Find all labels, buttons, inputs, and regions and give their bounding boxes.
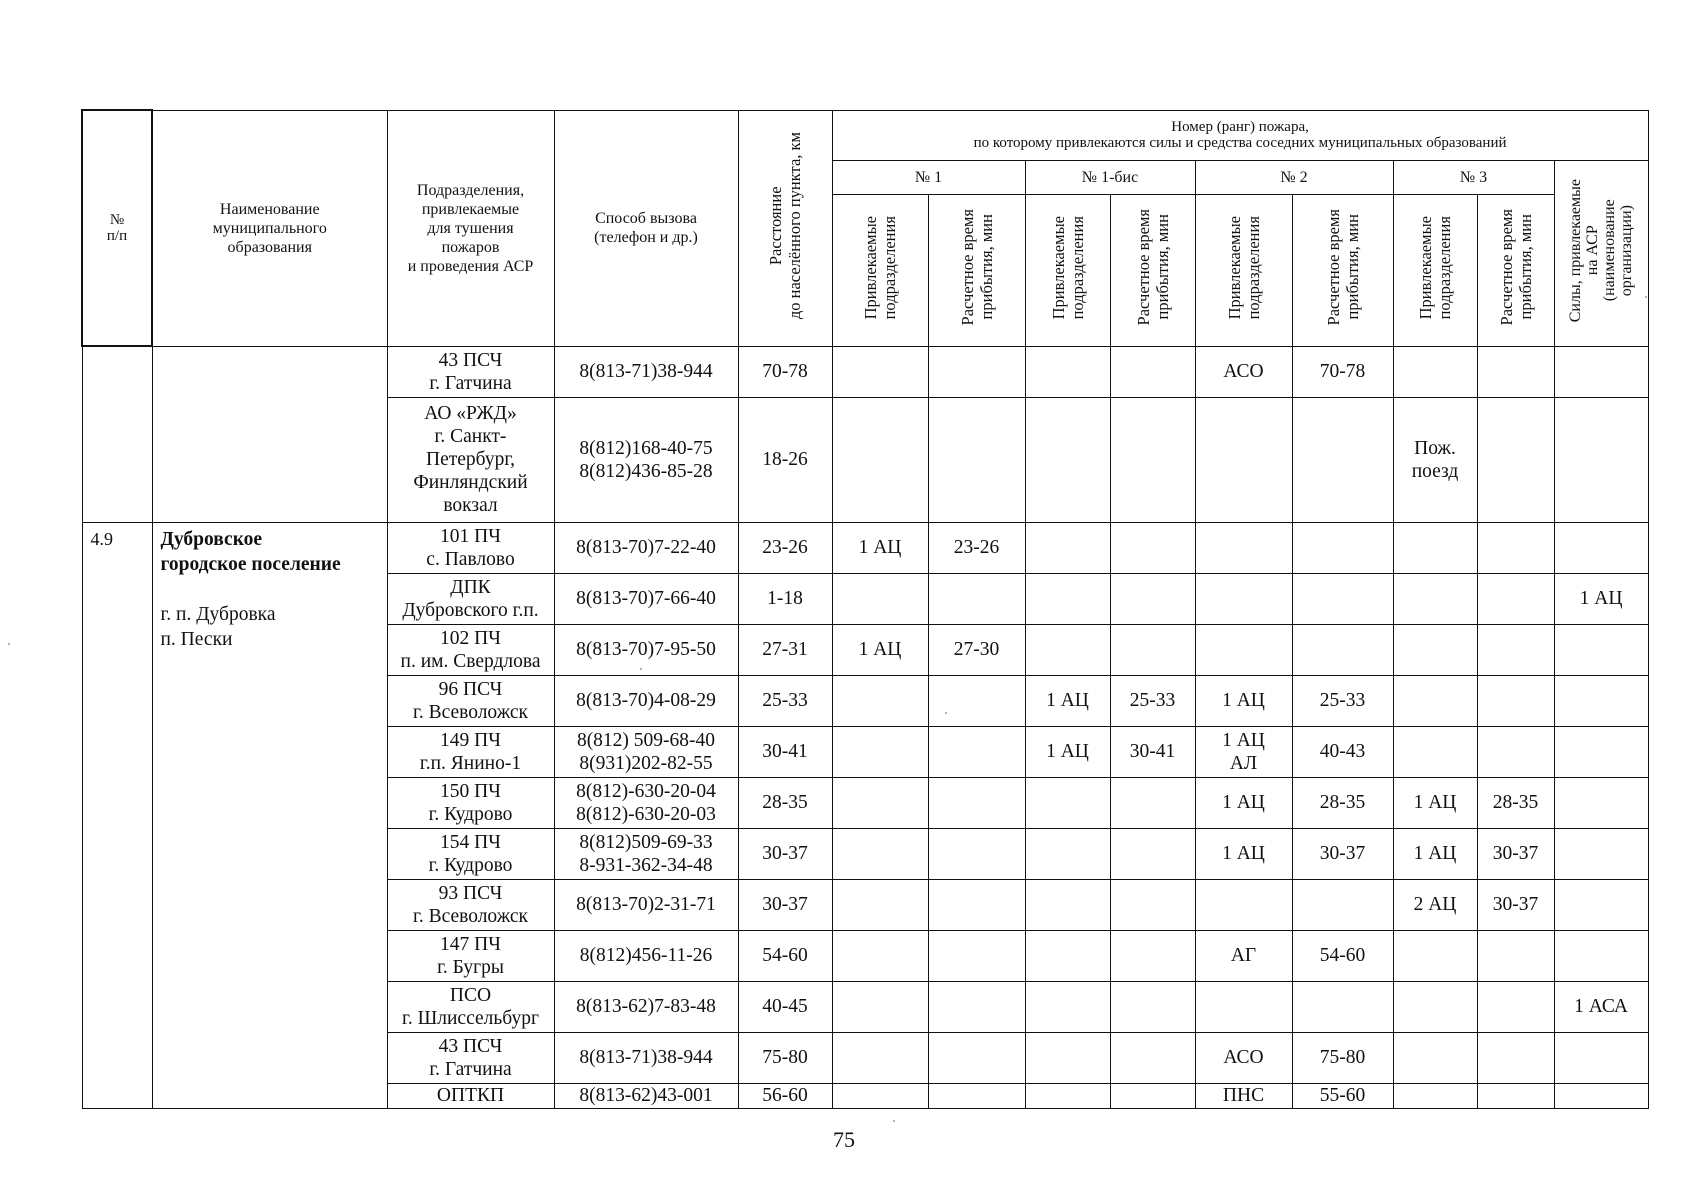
- r3-units-cell: [1393, 522, 1477, 573]
- r2-units-cell: АГ: [1195, 930, 1292, 981]
- distance-cell: 23-26: [738, 522, 832, 573]
- r2-units-cell: АСО: [1195, 346, 1292, 397]
- r2-time-cell: 75-80: [1292, 1032, 1393, 1083]
- unit-cell: ОПТКП: [387, 1083, 554, 1108]
- header-distance: Расстояние до населённого пункта, км: [738, 110, 832, 346]
- r1-time-cell: 27-30: [928, 624, 1025, 675]
- header-municipality: Наименование муниципального образования: [152, 110, 387, 346]
- r1bis-time-cell: [1110, 346, 1195, 397]
- header-r2-units: Привлекаемые подразделения: [1195, 194, 1292, 346]
- r1bis-time-cell: [1110, 777, 1195, 828]
- r2-units-cell: 1 АЦ: [1195, 828, 1292, 879]
- distance-cell: 30-37: [738, 879, 832, 930]
- header-r3-time: Расчетное время прибытия, мин: [1477, 194, 1554, 346]
- unit-cell: 93 ПСЧ г. Всеволожск: [387, 879, 554, 930]
- r3-units-cell: 1 АЦ: [1393, 777, 1477, 828]
- unit-cell: 43 ПСЧ г. Гатчина: [387, 1032, 554, 1083]
- r3-units-cell: [1393, 624, 1477, 675]
- phone-cell: 8(812) 509-68-40 8(931)202-82-55: [554, 726, 738, 777]
- r3-time-cell: [1477, 675, 1554, 726]
- r2-time-cell: [1292, 879, 1393, 930]
- r1-time-cell: [928, 346, 1025, 397]
- r1bis-units-cell: [1025, 1083, 1110, 1108]
- header-r1-time: Расчетное время прибытия, мин: [928, 194, 1025, 346]
- fire-response-table: [81, 109, 1649, 1109]
- header-number: № п/п: [82, 110, 152, 346]
- distance-cell: 25-33: [738, 675, 832, 726]
- asr-cell: [1554, 1083, 1648, 1108]
- r1-time-cell: [928, 675, 1025, 726]
- r2-units-cell: [1195, 981, 1292, 1032]
- r1-units-cell: [832, 397, 928, 522]
- asr-cell: [1554, 879, 1648, 930]
- r3-units-cell: 1 АЦ: [1393, 828, 1477, 879]
- r1bis-units-cell: 1 АЦ: [1025, 726, 1110, 777]
- phone-cell: 8(812)-630-20-04 8(812)-630-20-03: [554, 777, 738, 828]
- r3-time-cell: 30-37: [1477, 828, 1554, 879]
- r2-units-cell: ПНС: [1195, 1083, 1292, 1108]
- r2-time-cell: 55-60: [1292, 1083, 1393, 1108]
- r3-time-cell: [1477, 726, 1554, 777]
- phone-cell: 8(813-70)4-08-29: [554, 675, 738, 726]
- r3-units-cell: [1393, 675, 1477, 726]
- r1-units-cell: [832, 726, 928, 777]
- r1bis-time-cell: 25-33: [1110, 675, 1195, 726]
- r2-time-cell: [1292, 522, 1393, 573]
- r1-time-cell: [928, 930, 1025, 981]
- distance-cell: 56-60: [738, 1083, 832, 1108]
- unit-cell: 150 ПЧ г. Кудрово: [387, 777, 554, 828]
- r1bis-units-cell: [1025, 522, 1110, 573]
- header-r1-units: Привлекаемые подразделения: [832, 194, 928, 346]
- unit-cell: 154 ПЧ г. Кудрово: [387, 828, 554, 879]
- phone-cell: 8(813-70)7-95-50: [554, 624, 738, 675]
- phone-cell: 8(813-62)43-001: [554, 1083, 738, 1108]
- r2-time-cell: [1292, 624, 1393, 675]
- r1bis-units-cell: [1025, 930, 1110, 981]
- header-fire-rank: Номер (ранг) пожара, по которому привлекаются силы и средства соседних муниципальных образований: [832, 110, 1648, 160]
- r1-time-cell: [928, 1083, 1025, 1108]
- r3-time-cell: [1477, 981, 1554, 1032]
- header-r2-time: Расчетное время прибытия, мин: [1292, 194, 1393, 346]
- r1-units-cell: [832, 1032, 928, 1083]
- r1-time-cell: [928, 1032, 1025, 1083]
- r1bis-time-cell: 30-41: [1110, 726, 1195, 777]
- r3-time-cell: [1477, 573, 1554, 624]
- phone-cell: 8(813-70)7-66-40: [554, 573, 738, 624]
- r1bis-units-cell: [1025, 346, 1110, 397]
- asr-cell: [1554, 397, 1648, 522]
- r3-units-cell: [1393, 1083, 1477, 1108]
- r2-time-cell: 25-33: [1292, 675, 1393, 726]
- phone-cell: 8(813-71)38-944: [554, 1032, 738, 1083]
- r3-units-cell: [1393, 346, 1477, 397]
- r3-units-cell: [1393, 981, 1477, 1032]
- distance-cell: 30-37: [738, 828, 832, 879]
- distance-cell: 18-26: [738, 397, 832, 522]
- header-units: Подразделения, привлекаемые для тушения пожаров и проведения АСР: [387, 110, 554, 346]
- r1bis-time-cell: [1110, 1032, 1195, 1083]
- r2-time-cell: [1292, 981, 1393, 1032]
- r3-units-cell: [1393, 726, 1477, 777]
- r1bis-time-cell: [1110, 879, 1195, 930]
- r1bis-time-cell: [1110, 981, 1195, 1032]
- section-name: Дубровское городское поселение: [160, 528, 341, 575]
- r1bis-time-cell: [1110, 1083, 1195, 1108]
- header-r1bis-time: Расчетное время прибытия, мин: [1110, 194, 1195, 346]
- r1-units-cell: [832, 346, 928, 397]
- asr-cell: [1554, 828, 1648, 879]
- r1bis-units-cell: [1025, 828, 1110, 879]
- phone-cell: 8(812)509-69-33 8-931-362-34-48: [554, 828, 738, 879]
- phone-cell: 8(813-70)7-22-40: [554, 522, 738, 573]
- r1-units-cell: [832, 981, 928, 1032]
- distance-cell: 40-45: [738, 981, 832, 1032]
- r3-time-cell: [1477, 624, 1554, 675]
- r2-units-cell: 1 АЦ АЛ: [1195, 726, 1292, 777]
- unit-cell: 149 ПЧ г.п. Янино-1: [387, 726, 554, 777]
- r1-units-cell: [832, 879, 928, 930]
- asr-cell: [1554, 930, 1648, 981]
- unit-cell: 43 ПСЧ г. Гатчина: [387, 346, 554, 397]
- unit-cell: ДПК Дубровского г.п.: [387, 573, 554, 624]
- section-localities: г. п. Дубровка п. Пески: [160, 603, 276, 650]
- r2-units-cell: [1195, 573, 1292, 624]
- r1-time-cell: [928, 777, 1025, 828]
- unit-cell: 101 ПЧ с. Павлово: [387, 522, 554, 573]
- r1bis-time-cell: [1110, 397, 1195, 522]
- distance-cell: 28-35: [738, 777, 832, 828]
- r3-time-cell: [1477, 522, 1554, 573]
- phone-cell: 8(813-71)38-944: [554, 346, 738, 397]
- distance-cell: 1-18: [738, 573, 832, 624]
- r3-time-cell: [1477, 346, 1554, 397]
- r1-units-cell: [832, 573, 928, 624]
- distance-cell: 27-31: [738, 624, 832, 675]
- unit-cell: АО «РЖД» г. Санкт- Петербург, Финляндский вокзал: [387, 397, 554, 522]
- r3-units-cell: 2 АЦ: [1393, 879, 1477, 930]
- r2-time-cell: 40-43: [1292, 726, 1393, 777]
- unit-cell: 102 ПЧ п. им. Свердлова: [387, 624, 554, 675]
- header-rank-2: № 2: [1195, 160, 1393, 194]
- distance-cell: 30-41: [738, 726, 832, 777]
- r2-units-cell: [1195, 879, 1292, 930]
- r1bis-time-cell: [1110, 624, 1195, 675]
- r3-units-cell: [1393, 930, 1477, 981]
- r2-units-cell: АСО: [1195, 1032, 1292, 1083]
- header-r3-units: Привлекаемые подразделения: [1393, 194, 1477, 346]
- distance-cell: 70-78: [738, 346, 832, 397]
- scan-speck: [1645, 296, 1647, 298]
- asr-cell: 1 АЦ: [1554, 573, 1648, 624]
- r1bis-units-cell: [1025, 624, 1110, 675]
- r1-units-cell: 1 АЦ: [832, 624, 928, 675]
- scan-speck: [945, 712, 947, 714]
- scan-speck: [8, 643, 10, 645]
- r1bis-units-cell: [1025, 981, 1110, 1032]
- r1-time-cell: [928, 828, 1025, 879]
- asr-cell: [1554, 624, 1648, 675]
- header-r1bis-units: Привлекаемые подразделения: [1025, 194, 1110, 346]
- r2-time-cell: [1292, 573, 1393, 624]
- section-number: 4.9: [82, 522, 152, 1108]
- r1-units-cell: [832, 828, 928, 879]
- r2-units-cell: 1 АЦ: [1195, 675, 1292, 726]
- r1-time-cell: [928, 879, 1025, 930]
- scan-speck: [893, 1120, 895, 1122]
- r3-time-cell: [1477, 930, 1554, 981]
- asr-cell: [1554, 726, 1648, 777]
- asr-cell: [1554, 675, 1648, 726]
- r1bis-time-cell: [1110, 522, 1195, 573]
- r1-units-cell: 1 АЦ: [832, 522, 928, 573]
- r1-time-cell: [928, 726, 1025, 777]
- asr-cell: 1 АСА: [1554, 981, 1648, 1032]
- r2-units-cell: [1195, 397, 1292, 522]
- scan-speck: [640, 668, 642, 670]
- r1-time-cell: [928, 573, 1025, 624]
- r1bis-time-cell: [1110, 828, 1195, 879]
- r3-time-cell: [1477, 397, 1554, 522]
- r3-units-cell: [1393, 1032, 1477, 1083]
- r1bis-units-cell: [1025, 879, 1110, 930]
- r2-units-cell: [1195, 624, 1292, 675]
- phone-cell: 8(812)168-40-75 8(812)436-85-28: [554, 397, 738, 522]
- asr-cell: [1554, 346, 1648, 397]
- r2-time-cell: [1292, 397, 1393, 522]
- r1-time-cell: 23-26: [928, 522, 1025, 573]
- r1-units-cell: [832, 777, 928, 828]
- r1-units-cell: [832, 1083, 928, 1108]
- r1bis-units-cell: [1025, 1032, 1110, 1083]
- r2-time-cell: 70-78: [1292, 346, 1393, 397]
- r1bis-units-cell: [1025, 573, 1110, 624]
- r1-units-cell: [832, 930, 928, 981]
- header-asr-forces: Силы, привлекаемые на АСР (наименование организации): [1554, 160, 1648, 346]
- asr-cell: [1554, 777, 1648, 828]
- phone-cell: 8(813-70)2-31-71: [554, 879, 738, 930]
- r3-units-cell: Пож. поезд: [1393, 397, 1477, 522]
- r1bis-time-cell: [1110, 930, 1195, 981]
- header-call-method: Способ вызова (телефон и др.): [554, 110, 738, 346]
- header-rank-3: № 3: [1393, 160, 1554, 194]
- r3-time-cell: 28-35: [1477, 777, 1554, 828]
- r1-time-cell: [928, 397, 1025, 522]
- header-rank-1: № 1: [832, 160, 1025, 194]
- prev-municipality-cell: [152, 346, 387, 522]
- unit-cell: ПСО г. Шлиссельбург: [387, 981, 554, 1032]
- r2-time-cell: 54-60: [1292, 930, 1393, 981]
- r2-time-cell: 30-37: [1292, 828, 1393, 879]
- asr-cell: [1554, 1032, 1648, 1083]
- phone-cell: 8(813-62)7-83-48: [554, 981, 738, 1032]
- r1bis-units-cell: 1 АЦ: [1025, 675, 1110, 726]
- unit-cell: 147 ПЧ г. Бугры: [387, 930, 554, 981]
- r3-time-cell: [1477, 1083, 1554, 1108]
- prev-number-cell: [82, 346, 152, 522]
- r3-units-cell: [1393, 573, 1477, 624]
- r1bis-time-cell: [1110, 573, 1195, 624]
- r2-units-cell: 1 АЦ: [1195, 777, 1292, 828]
- distance-cell: 75-80: [738, 1032, 832, 1083]
- section-municipality: [152, 522, 387, 1108]
- r1bis-units-cell: [1025, 777, 1110, 828]
- distance-cell: 54-60: [738, 930, 832, 981]
- r2-time-cell: 28-35: [1292, 777, 1393, 828]
- asr-cell: [1554, 522, 1648, 573]
- unit-cell: 96 ПСЧ г. Всеволожск: [387, 675, 554, 726]
- r3-time-cell: [1477, 1032, 1554, 1083]
- r3-time-cell: 30-37: [1477, 879, 1554, 930]
- r2-units-cell: [1195, 522, 1292, 573]
- phone-cell: 8(812)456-11-26: [554, 930, 738, 981]
- page-number: 75: [833, 1127, 855, 1152]
- r1bis-units-cell: [1025, 397, 1110, 522]
- r1-units-cell: [832, 675, 928, 726]
- header-rank-1bis: № 1-бис: [1025, 160, 1195, 194]
- r1-time-cell: [928, 981, 1025, 1032]
